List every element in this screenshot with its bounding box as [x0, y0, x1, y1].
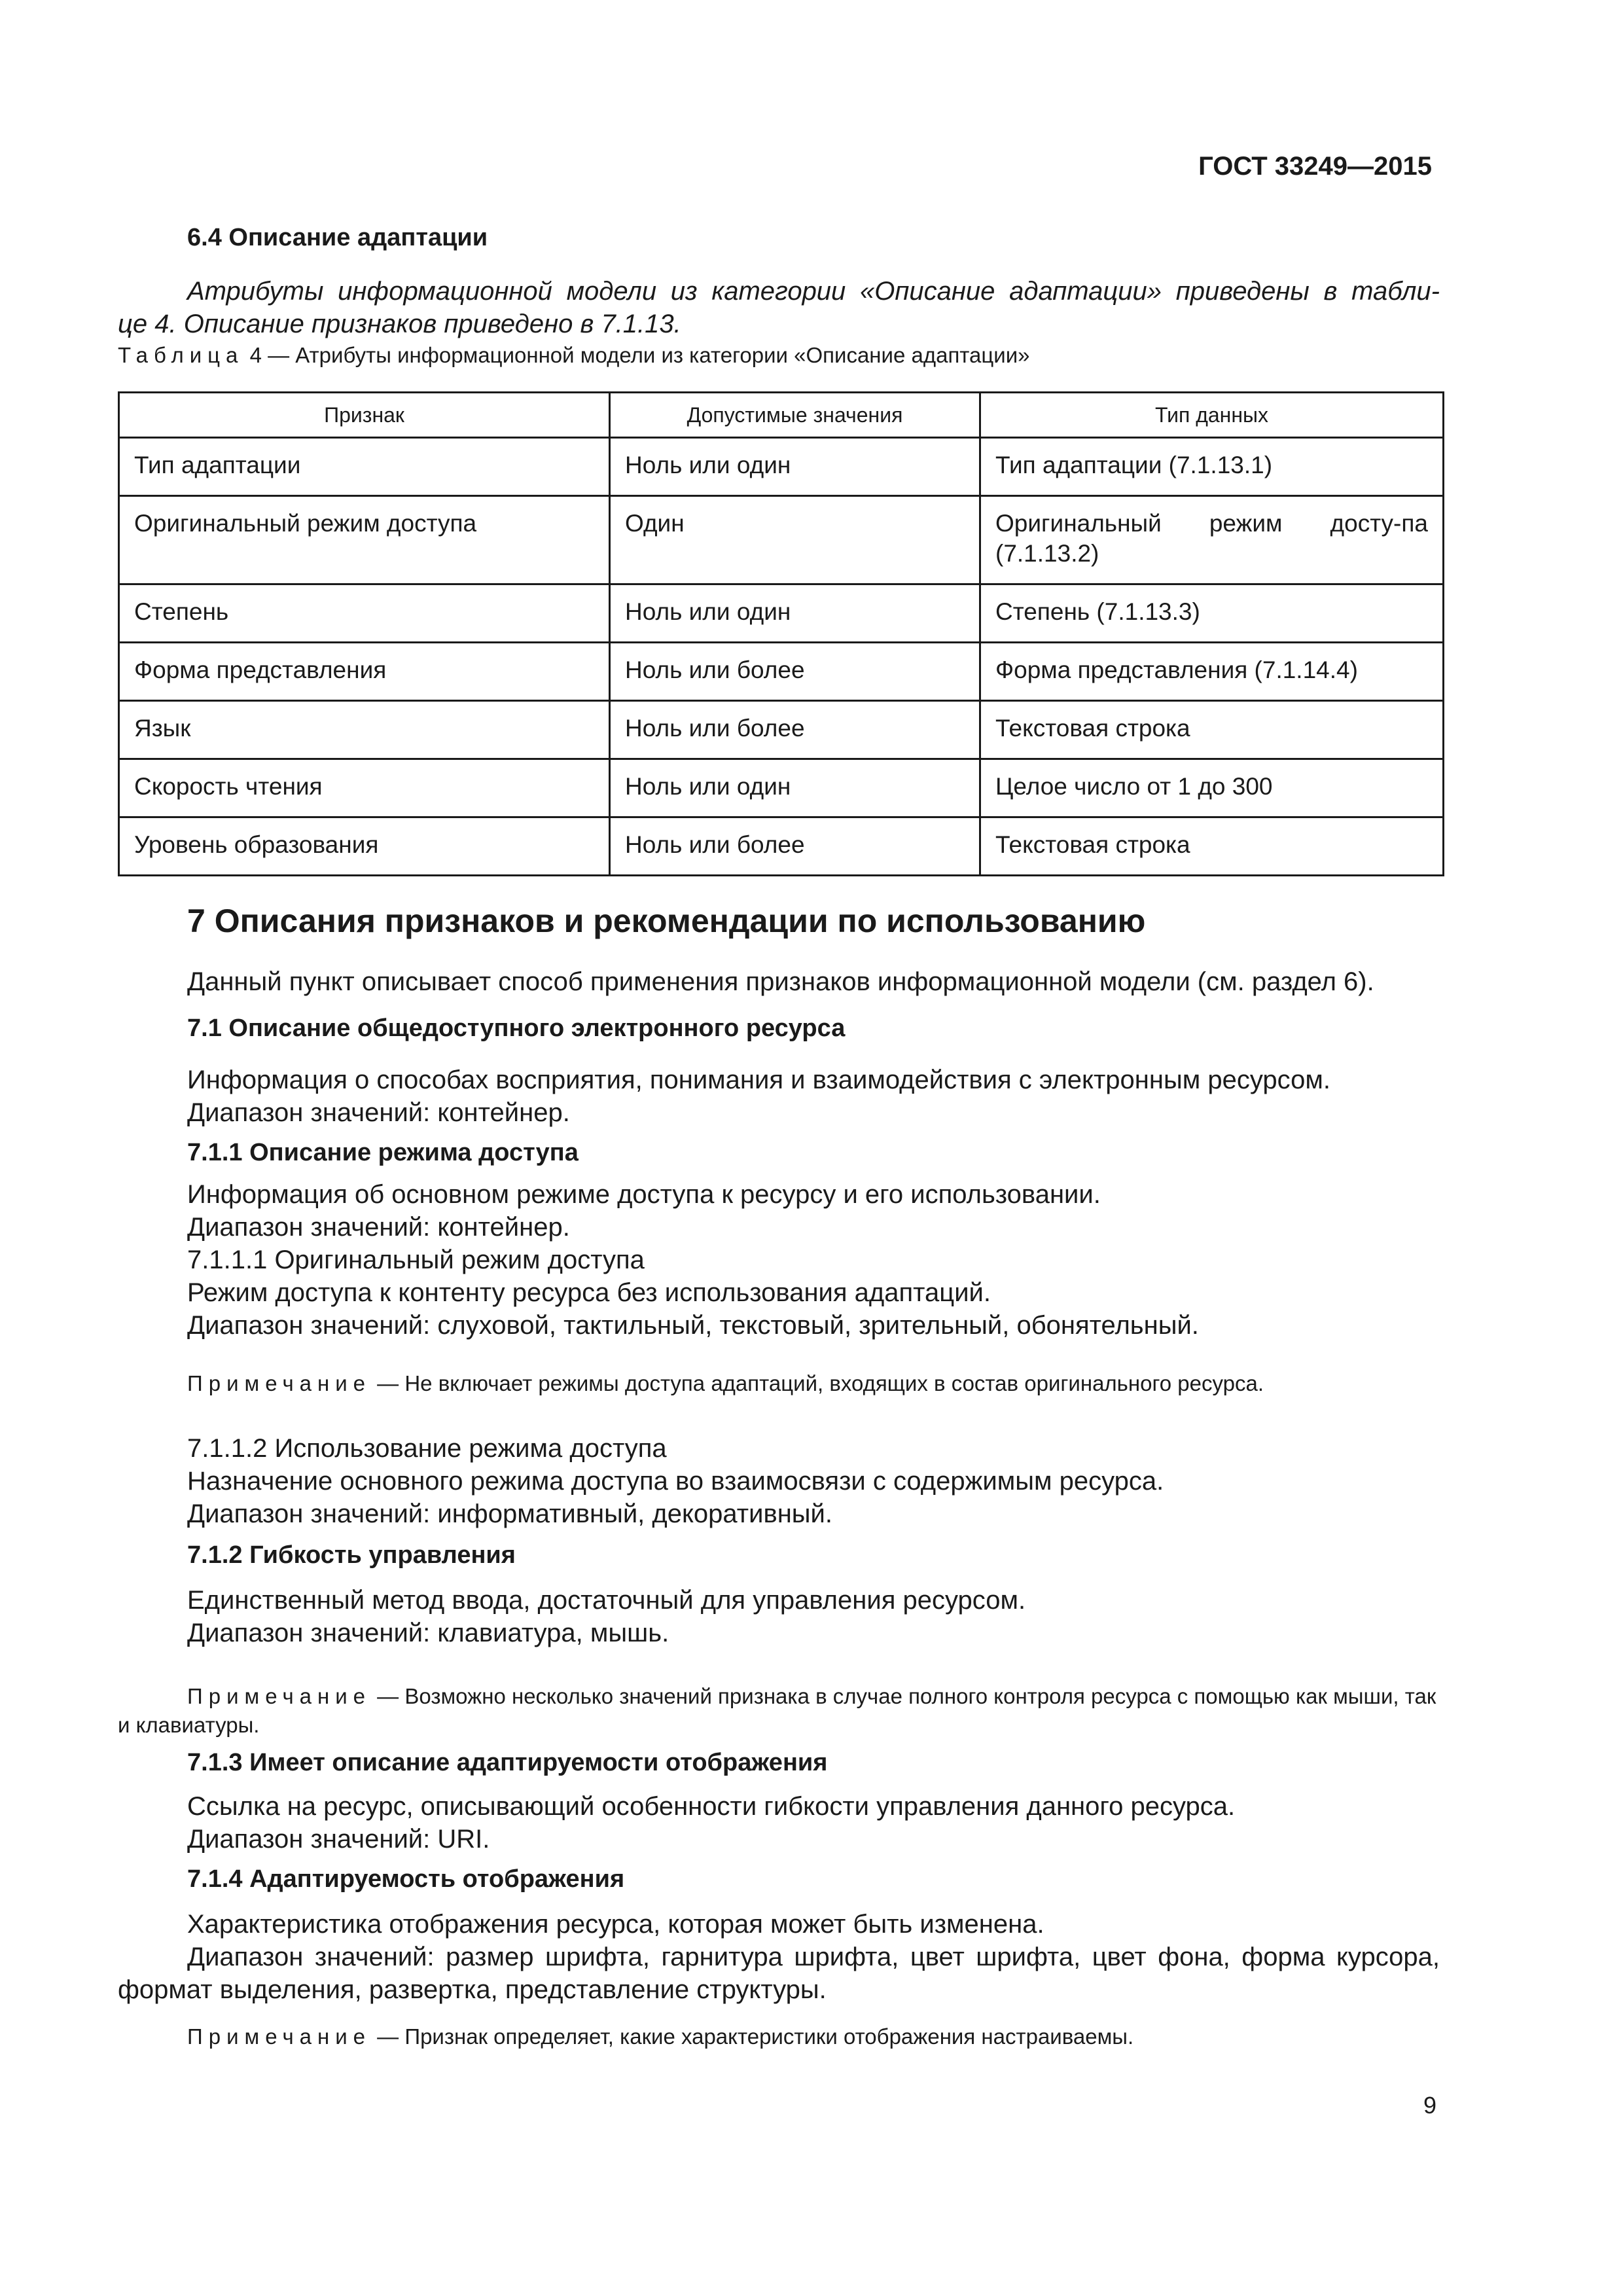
table-cell: Ноль или более [610, 701, 980, 759]
table-cell: Целое число от 1 до 300 [980, 759, 1444, 817]
note-7-1-1-1 [118, 1369, 1440, 1398]
section-7-1-4-line1: Характеристика отображения ресурса, которая может быть изменена. [187, 1910, 1044, 1939]
table-caption-label: Таблица [118, 343, 244, 367]
section-7-1-2-line1: Единственный метод ввода, достаточный для управления ресурсом. [187, 1586, 1026, 1615]
table-cell: Форма представления [119, 643, 610, 701]
section-7-1-line2: Диапазон значений: контейнер. [187, 1098, 570, 1127]
section-7-1-2-heading: 7.1.2 Гибкость управления [187, 1541, 516, 1569]
table-header-row [119, 393, 1444, 438]
section-7-1-2-line2: Диапазон значений: клавиатура, мышь. [187, 1619, 669, 1647]
section-7-1-4-line2: Диапазон значений: размер шрифта, гарнитура шрифта, цвет шрифта, цвет фона, форма курсора, [187, 1943, 1440, 1971]
table-cell: Уровень образования [119, 817, 610, 876]
table-cell: Язык [119, 701, 610, 759]
section-7-1-1-heading: 7.1.1 Описание режима доступа [187, 1139, 579, 1166]
table-cell: Степень [119, 584, 610, 643]
table-cell: Скорость чтения [119, 759, 610, 817]
note-7-1-2 [118, 1682, 1440, 1740]
section-7-1-4-heading: 7.1.4 Адаптируемость отображения [187, 1865, 625, 1893]
section-7-1-3-line2: Диапазон значений: URI. [187, 1825, 490, 1854]
note-label: Примечание [187, 2024, 372, 2049]
section-7-1-1-2-line2: Диапазон значений: информативный, декоративный. [187, 1499, 832, 1528]
table-cell: Ноль или один [610, 759, 980, 817]
column-header-data-type: Тип данных [980, 393, 1444, 438]
attributes-table [118, 391, 1444, 876]
section-7-heading: 7 Описания признаков и рекомендации по использованию [187, 903, 1146, 939]
note-label: Примечание [187, 1684, 372, 1708]
table-cell: Текстовая строка [980, 817, 1444, 876]
table-cell: Оригинальный режим досту-па (7.1.13.2) [980, 496, 1444, 584]
table-cell: Степень (7.1.13.3) [980, 584, 1444, 643]
table-cell: Оригинальный режим доступа [119, 496, 610, 584]
page-number: 9 [1423, 2092, 1436, 2119]
table-row [119, 438, 1444, 496]
section-7-intro: Данный пункт описывает способ применения признаков информационной модели (см. раздел 6). [187, 967, 1374, 996]
column-header-feature: Признак [119, 393, 610, 438]
table-cell: Тип адаптации [119, 438, 610, 496]
section-6-4-heading: 6.4 Описание адаптации [187, 224, 488, 251]
section-7-1-1-1-line2: Диапазон значений: слуховой, тактильный, текстовый, зрительный, обонятельный. [187, 1311, 1199, 1340]
section-7-1-1-1-line1: Режим доступа к контенту ресурса без использования адаптаций. [187, 1278, 991, 1307]
table-cell: Ноль или один [610, 584, 980, 643]
section-7-1-1-line2: Диапазон значений: контейнер. [187, 1213, 570, 1242]
note-label: Примечание [187, 1371, 372, 1395]
note-7-1-4 [118, 2022, 1440, 2051]
table-cell: Ноль или один [610, 438, 980, 496]
section-7-1-4-line3: формат выделения, развертка, представление структуры. [118, 1975, 827, 2004]
section-7-1-1-1-heading: 7.1.1.1 Оригинальный режим доступа [187, 1246, 645, 1274]
table-row [119, 496, 1444, 584]
section-7-1-line1: Информация о способах восприятия, понимания и взаимодействия с электронным ресурсом. [187, 1066, 1330, 1094]
column-header-allowed-values: Допустимые значения [610, 393, 980, 438]
table-cell: Тип адаптации (7.1.13.1) [980, 438, 1444, 496]
section-7-1-1-2-heading: 7.1.1.2 Использование режима доступа [187, 1434, 667, 1463]
section-7-1-1-2-line1: Назначение основного режима доступа во взаимосвязи с содержимым ресурса. [187, 1467, 1164, 1496]
table-row [119, 643, 1444, 701]
table-cell: Форма представления (7.1.14.4) [980, 643, 1444, 701]
table-cell: Ноль или более [610, 817, 980, 876]
table-cell: Текстовая строка [980, 701, 1444, 759]
section-7-1-1-line1: Информация об основном режиме доступа к ресурсу и его использовании. [187, 1180, 1101, 1209]
table-cell: Один [610, 496, 980, 584]
note-text: — Не включает режимы доступа адаптаций, входящих в состав оригинального ресурса. [371, 1371, 1264, 1395]
table-caption [118, 343, 1030, 368]
note-text: — Признак определяет, какие характеристики отображения настраиваемы. [371, 2024, 1134, 2049]
section-7-1-heading: 7.1 Описание общедоступного электронного ресурса [187, 1014, 846, 1042]
table-row [119, 759, 1444, 817]
table-row [119, 817, 1444, 876]
standard-code: ГОСТ 33249—2015 [1198, 152, 1432, 181]
table-caption-text: 4 — Атрибуты информационной модели из категории «Описание адаптации» [249, 343, 1030, 367]
section-7-1-3-heading: 7.1.3 Имеет описание адаптируемости отображения [187, 1749, 828, 1776]
section-6-4-intro-line1: Атрибуты информационной модели из категории «Описание адаптации» приведены в табли- [187, 277, 1440, 306]
table-row [119, 701, 1444, 759]
section-6-4-intro-line2: це 4. Описание признаков приведено в 7.1.13. [118, 310, 681, 338]
section-7-1-3-line1: Ссылка на ресурс, описывающий особенности гибкости управления данного ресурса. [187, 1792, 1236, 1821]
table-cell: Ноль или более [610, 643, 980, 701]
note-text: — Возможно несколько значений признака в случае полного контроля ресурса с помощью как мыши, так и клавиатуры. [118, 1684, 1436, 1737]
table-row [119, 584, 1444, 643]
